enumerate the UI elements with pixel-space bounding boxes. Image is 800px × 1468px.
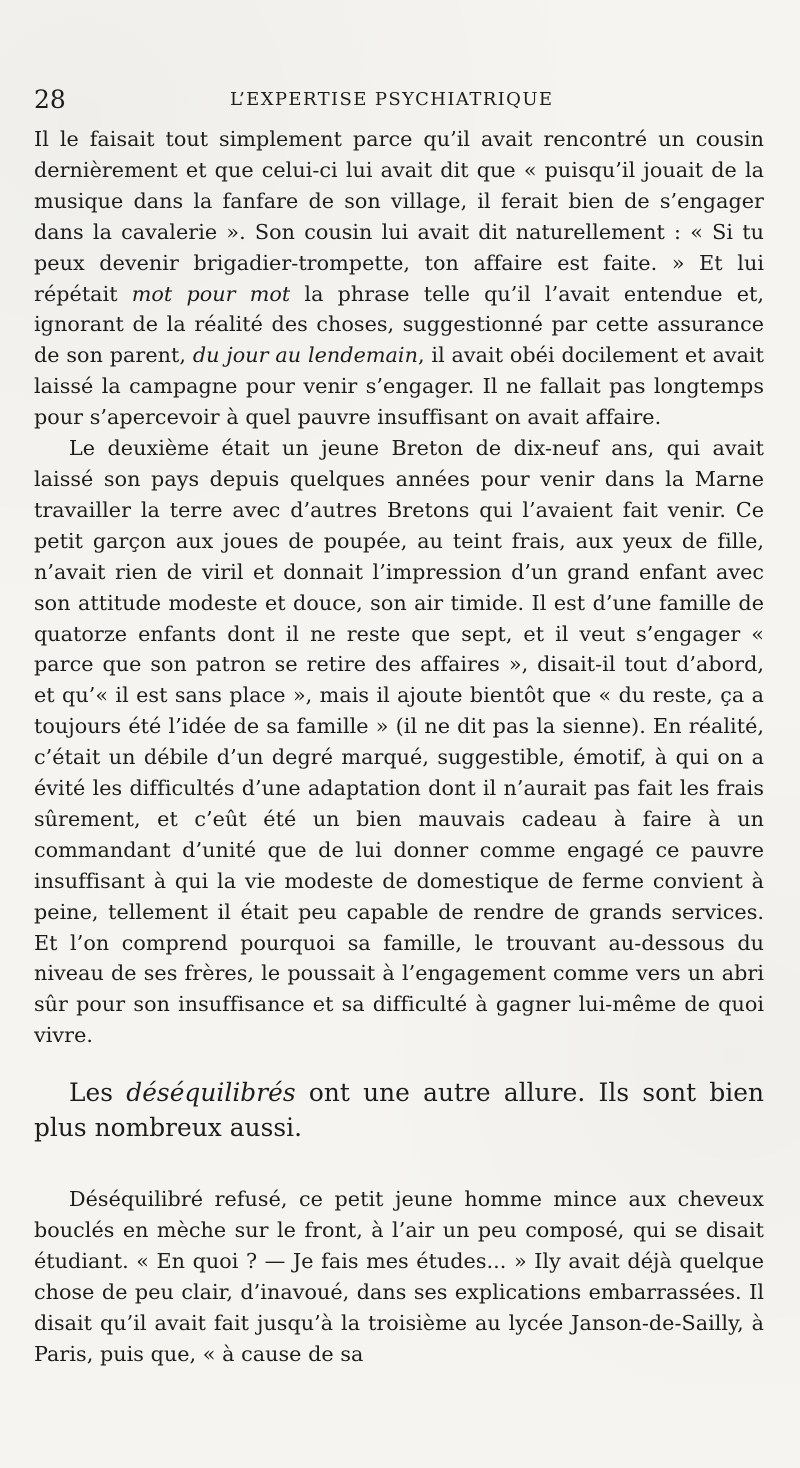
page-number: 28 (34, 85, 66, 114)
paragraph-etudiant: Déséquilibré refusé, ce petit jeune homme mince aux cheveux bouclés en mèche sur le front, à l’air un peu composé, qui se disait étudiant. « En quoi ? — Je fais mes études... » Ily avait déjà quelque chose de peu clair, d’inavoué, dans ses explications embarrassées. Il disait qu’il avait fait jusqu’à la troisième au lycée Janson-de-Sailly, à Paris, puis que, « à cause de sa (34, 1187, 764, 1366)
paragraph-desequilibres (34, 1075, 764, 1145)
paragraph-continuation (34, 124, 764, 433)
italic-desequilibres: déséquilibrés (126, 1078, 296, 1108)
italic-mot-pour-mot: mot pour mot (131, 281, 291, 306)
paragraph-1-segment-3: la phrase telle qu’il l’avait entendue et, ignorant de la réalité des choses, suggestionné par cette assurance de son parent, (34, 281, 764, 368)
running-head (34, 84, 764, 116)
italic-du-jour-au-lendemain: du jour au lendemain (192, 343, 418, 368)
paragraph-1-segment-1: Il le faisait tout simplement parce qu’il avait rencontré un cousin dernièrement et que celui-ci lui avait dit que « puisqu’il jouait de la musique dans la fanfare de son village, il ferait bien de s’engager dans la cavalerie ». Son cousin lui avait dit naturellement : « Si tu peux devenir brigadier-trompette, ton affaire est faite. » Et lui répétait (34, 127, 764, 306)
paragraph-3-segment-1: Les (69, 1078, 127, 1108)
paragraph-breton: Le deuxième était un jeune Breton de dix-neuf ans, qui avait laissé son pays depuis quelques années pour venir dans la Marne travailler la terre avec d’autres Bretons qui l’avaient fait venir. Ce petit garçon aux joues de poupée, au teint frais, aux yeux de fille, n’avait rien de viril et donnait l’impression d’un grand enfant avec son attitude modeste et douce, son air timide. Il est d’une famille de quatorze enfants dont il ne reste que sept, et il veut s’engager « parce que son patron se retire des affaires », disait-il tout d’abord, et qu’« il est sans place », mais il ajoute bientôt que « du reste, ça a toujours été l’idée de sa famille » (il ne dit pas la sienne). En réalité, c’était un débile d’un degré marqué, suggestible, émotif, à qui on a évité les difficultés d’une adaptation dont il n’aurait pas fait les frais sûrement, et c’eût été un bien mauvais cadeau à faire à un commandant d’unité que de lui donner comme engagé ce pauvre insuffisant à qui la vie modeste de domestique de ferme convient à peine, tellement il était peu capable de rendre de grands services. Et l’on comprend pourquoi sa famille, le trouvant au-dessous du niveau de ses frères, le poussait à l’engagement comme vers un abri sûr pour son insuffisance et sa difficulté à gagner lui-même de quoi vivre. (34, 436, 764, 1048)
body-text (34, 124, 764, 1370)
paragraph-1-segment-5: , il avait obéi docilement et avait laissé la campagne pour venir s’engager. Il ne fallait pas longtemps pour s’apercevoir à quel pauvre insuffisant on avait affaire. (34, 343, 765, 430)
paragraph-3-segment-3: ont une autre allure. Ils sont bien plus nombreux aussi. (34, 1078, 765, 1143)
running-title: L’EXPERTISE PSYCHIATRIQUE (230, 89, 554, 110)
